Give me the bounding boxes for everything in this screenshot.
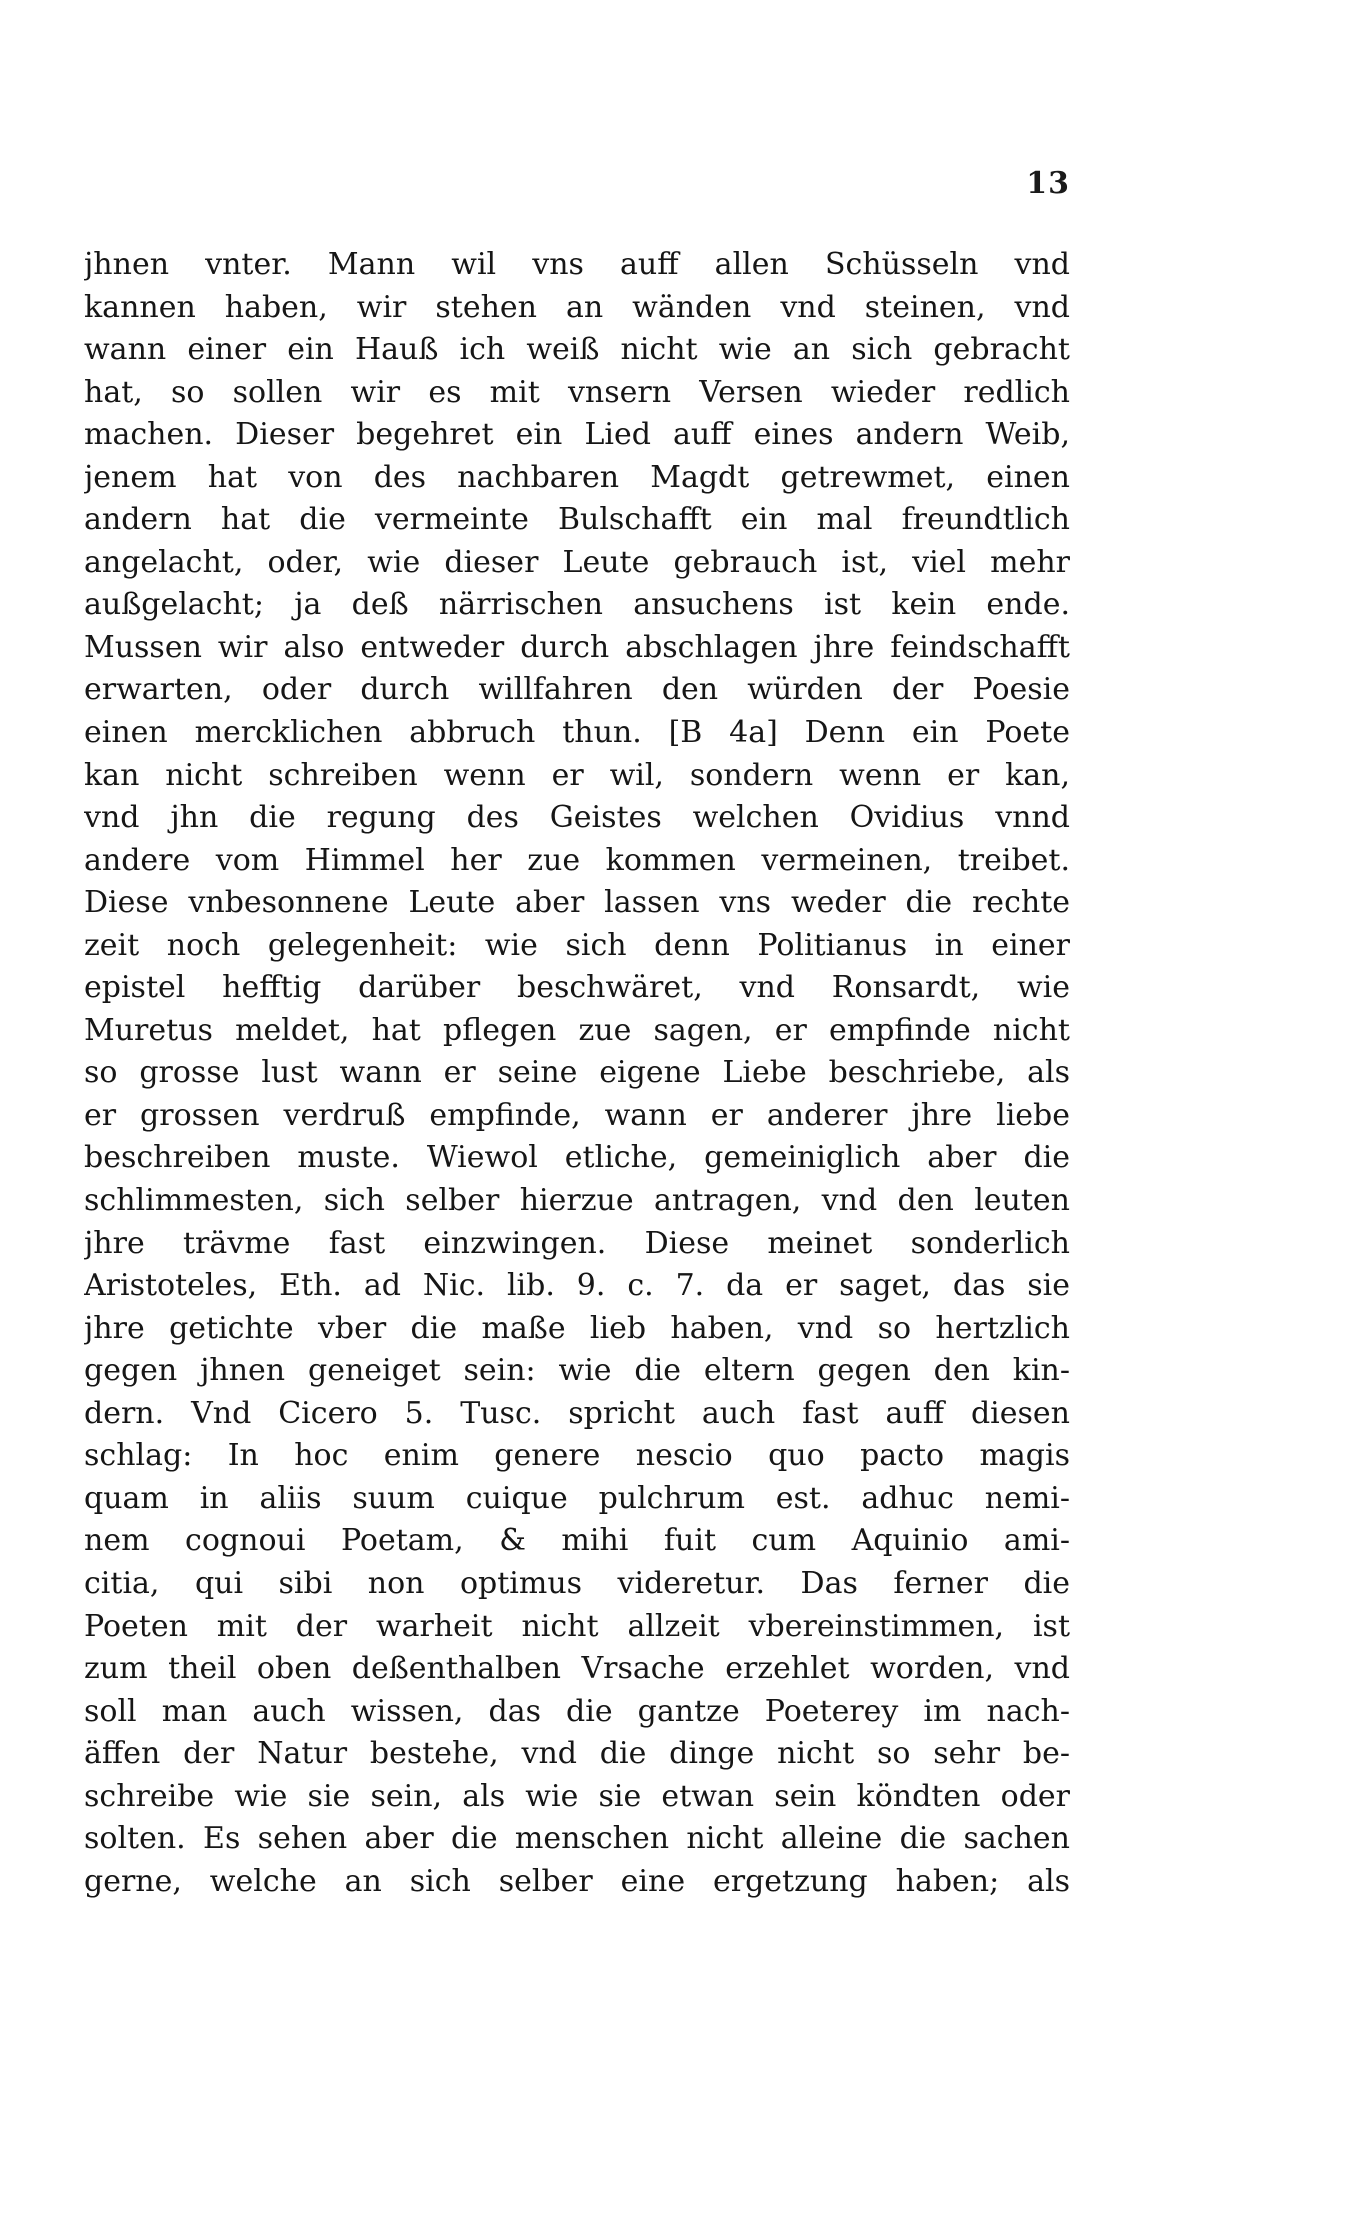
- text-line: außgelacht; ja deß närrischen ansuchens ist kein ende.: [84, 587, 1070, 623]
- text-line: einen mercklichen abbruch thun. [B 4a] Denn ein Poete: [84, 715, 1070, 751]
- text-line: Diese vnbesonnene Leute aber lassen vns weder die rechte: [84, 885, 1070, 921]
- text-line: jhre getichte vber die maße lieb haben, vnd so hertzlich: [84, 1310, 1070, 1346]
- text-line: äffen der Natur bestehe, vnd die dinge nicht so sehr be-: [84, 1736, 1070, 1772]
- text-line: er grossen verdruß empfinde, wann er anderer jhre liebe: [84, 1097, 1070, 1133]
- text-line: solten. Es sehen aber die menschen nicht alleine die sachen: [84, 1821, 1070, 1857]
- text-line: Poeten mit der warheit nicht allzeit vbereinstimmen, ist: [84, 1608, 1070, 1644]
- text-line: beschreiben muste. Wiewol etliche, gemeiniglich aber die: [84, 1140, 1070, 1176]
- text-line: schlag: In hoc enim genere nescio quo pacto magis: [84, 1438, 1070, 1474]
- text-line: jenem hat von des nachbaren Magdt getrewmet, einen: [84, 459, 1070, 495]
- text-line: andere vom Himmel her zue kommen vermeinen, treibet.: [84, 842, 1070, 878]
- text-line: gerne, welche an sich selber eine ergetzung haben; als: [84, 1863, 1070, 1899]
- page-number: 13: [1026, 166, 1070, 201]
- body-text: [84, 244, 1070, 1903]
- text-line: Muretus meldet, hat pflegen zue sagen, er empfinde nicht: [84, 1012, 1070, 1048]
- text-line: so grosse lust wann er seine eigene Liebe beschriebe, als: [84, 1055, 1070, 1091]
- text-line: epistel hefftig darüber beschwäret, vnd Ronsardt, wie: [84, 970, 1070, 1006]
- text-line: angelacht, oder, wie dieser Leute gebrauch ist, viel mehr: [84, 544, 1070, 580]
- text-line: citia, qui sibi non optimus videretur. Das ferner die: [84, 1565, 1070, 1601]
- text-line: zum theil oben deßenthalben Vrsache erzehlet worden, vnd: [84, 1651, 1070, 1687]
- text-line: vnd jhn die regung des Geistes welchen Ovidius vnnd: [84, 800, 1070, 836]
- text-line: gegen jhnen geneiget sein: wie die eltern gegen den kin-: [84, 1353, 1070, 1389]
- text-line: dern. Vnd Cicero 5. Tusc. spricht auch fast auff diesen: [84, 1395, 1070, 1431]
- text-line: andern hat die vermeinte Bulschafft ein mal freundtlich: [84, 502, 1070, 538]
- text-line: quam in aliis suum cuique pulchrum est. adhuc nemi-: [84, 1480, 1070, 1516]
- text-line: jhnen vnter. Mann wil vns auff allen Schüsseln vnd: [84, 247, 1070, 282]
- text-line: nem cognoui Poetam, & mihi fuit cum Aquinio ami-: [84, 1523, 1070, 1559]
- text-line: Aristoteles, Eth. ad Nic. lib. 9. c. 7. da er saget, das sie: [84, 1268, 1070, 1304]
- text-line: kan nicht schreiben wenn er wil, sondern wenn er kan,: [84, 757, 1070, 793]
- text-line: machen. Dieser begehret ein Lied auff eines andern Weib,: [84, 417, 1070, 453]
- text-line: zeit noch gelegenheit: wie sich denn Politianus in einer: [84, 927, 1070, 963]
- text-line: schlimmesten, sich selber hierzue antragen, vnd den leuten: [84, 1183, 1070, 1219]
- text-line: hat, so sollen wir es mit vnsern Versen wieder redlich: [84, 374, 1070, 410]
- text-line: jhre trävme fast einzwingen. Diese meinet sonderlich: [84, 1225, 1070, 1261]
- text-line: soll man auch wissen, das die gantze Poeterey im nach-: [84, 1693, 1070, 1729]
- text-line: wann einer ein Hauß ich weiß nicht wie an sich gebracht: [84, 332, 1070, 368]
- text-line: erwarten, oder durch willfahren den würden der Poesie: [84, 672, 1070, 708]
- text-line: kannen haben, wir stehen an wänden vnd steinen, vnd: [84, 289, 1070, 325]
- text-line: schreibe wie sie sein, als wie sie etwan sein köndten oder: [84, 1778, 1070, 1814]
- text-line: Mussen wir also entweder durch abschlagen jhre feindschafft: [84, 629, 1070, 665]
